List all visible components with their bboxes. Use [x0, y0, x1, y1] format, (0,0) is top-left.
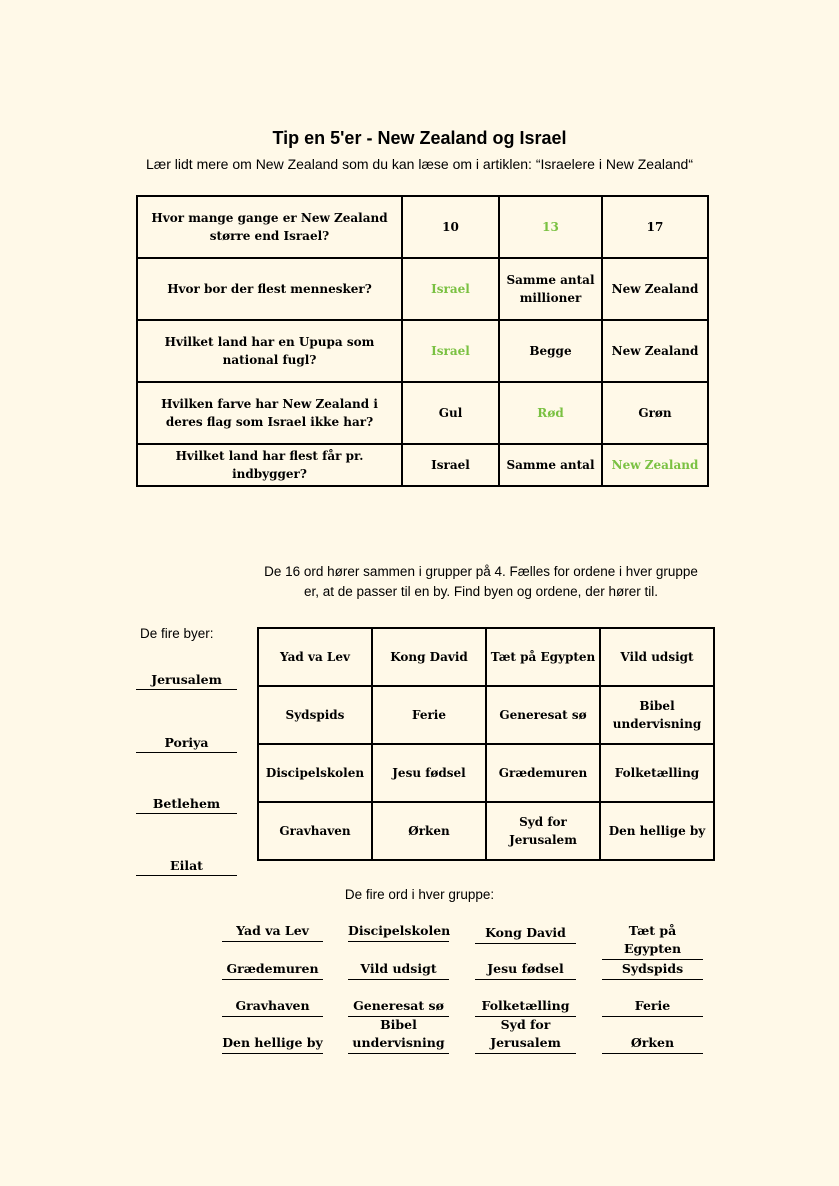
quiz-question: Hvor mange gange er New Zealand større end Israel?	[137, 196, 402, 258]
word-cell[interactable]: Ørken	[372, 802, 486, 860]
group-answer[interactable]: Generesat sø	[348, 997, 449, 1017]
quiz-option[interactable]: New Zealand	[602, 258, 708, 320]
word-grid-row	[258, 686, 714, 744]
city-answer[interactable]: Eilat	[136, 858, 237, 876]
quiz-option[interactable]: 13	[499, 196, 602, 258]
page-title: Tip en 5'er - New Zealand og Israel	[272, 128, 567, 148]
word-cell[interactable]: Yad va Lev	[258, 628, 372, 686]
group-answer[interactable]: Ferie	[602, 997, 703, 1017]
group-answer[interactable]: Kong David	[475, 924, 576, 944]
word-cell[interactable]: Generesat sø	[486, 686, 600, 744]
city-answer[interactable]: Jerusalem	[136, 672, 237, 690]
quiz-option[interactable]: Gul	[402, 382, 499, 444]
quiz-question: Hvilken farve har New Zealand i deres flag som Israel ikke har?	[137, 382, 402, 444]
puzzle-instructions: De 16 ord hører sammen i grupper på 4. Fælles for ordene i hver gruppe er, at de passer til en by. Find byen og ordene, der hører til.	[264, 564, 698, 599]
word-grid	[257, 627, 715, 861]
quiz-option[interactable]: New Zealand	[602, 320, 708, 382]
word-cell[interactable]: Folketælling	[600, 744, 714, 802]
groups-label: De fire ord i hver gruppe:	[344, 887, 495, 902]
quiz-row	[137, 196, 708, 258]
quiz-option[interactable]: Samme antal millioner	[499, 258, 602, 320]
group-answer[interactable]: Sydspids	[602, 960, 703, 980]
quiz-row	[137, 320, 708, 382]
quiz-option[interactable]: Samme antal	[499, 444, 602, 486]
quiz-row	[137, 382, 708, 444]
word-cell[interactable]: Den hellige by	[600, 802, 714, 860]
quiz-option[interactable]: Israel	[402, 258, 499, 320]
quiz-option[interactable]: Begge	[499, 320, 602, 382]
quiz-option[interactable]: 17	[602, 196, 708, 258]
group-answer[interactable]: Discipelskolen	[348, 922, 449, 942]
word-grid-row	[258, 628, 714, 686]
quiz-option[interactable]: Israel	[402, 444, 499, 486]
group-answer[interactable]: Ørken	[602, 1034, 703, 1054]
group-answer[interactable]: Den hellige by	[222, 1034, 323, 1054]
word-cell[interactable]: Bibel undervisning	[600, 686, 714, 744]
word-cell[interactable]: Jesu fødsel	[372, 744, 486, 802]
word-cell[interactable]: Grædemuren	[486, 744, 600, 802]
cities-label: De fire byer:	[140, 626, 214, 641]
group-answer[interactable]: Bibel undervisning	[348, 1016, 449, 1054]
quiz-question: Hvilket land har flest får pr. indbygger?	[137, 444, 402, 486]
word-cell[interactable]: Discipelskolen	[258, 744, 372, 802]
quiz-question: Hvor bor der flest mennesker?	[137, 258, 402, 320]
word-grid-row	[258, 744, 714, 802]
group-answer[interactable]: Gravhaven	[222, 997, 323, 1017]
quiz-row	[137, 444, 708, 486]
word-cell[interactable]: Kong David	[372, 628, 486, 686]
quiz-question: Hvilket land har en Upupa som national fugl?	[137, 320, 402, 382]
group-answer[interactable]: Syd for Jerusalem	[475, 1016, 576, 1054]
group-answer[interactable]: Jesu fødsel	[475, 960, 576, 980]
city-answer[interactable]: Poriya	[136, 735, 237, 753]
word-cell[interactable]: Sydspids	[258, 686, 372, 744]
quiz-option[interactable]: Rød	[499, 382, 602, 444]
word-grid-row	[258, 802, 714, 860]
word-cell[interactable]: Vild udsigt	[600, 628, 714, 686]
quiz-option[interactable]: Israel	[402, 320, 499, 382]
quiz-option[interactable]: 10	[402, 196, 499, 258]
group-answer[interactable]: Folketælling	[475, 997, 576, 1017]
page-subtitle: Lær lidt mere om New Zealand som du kan læse om i artiklen: “Israelere i New Zealand“	[146, 156, 693, 172]
city-answer[interactable]: Betlehem	[136, 796, 237, 814]
group-answer[interactable]: Grædemuren	[222, 960, 323, 980]
group-answer[interactable]: Tæt på Egypten	[602, 922, 703, 960]
group-answer[interactable]: Vild udsigt	[348, 960, 449, 980]
quiz-option[interactable]: Grøn	[602, 382, 708, 444]
quiz-table	[136, 195, 709, 487]
word-cell[interactable]: Syd for Jerusalem	[486, 802, 600, 860]
quiz-option[interactable]: New Zealand	[602, 444, 708, 486]
word-cell[interactable]: Ferie	[372, 686, 486, 744]
group-answer[interactable]: Yad va Lev	[222, 922, 323, 942]
word-cell[interactable]: Tæt på Egypten	[486, 628, 600, 686]
word-cell[interactable]: Gravhaven	[258, 802, 372, 860]
quiz-row	[137, 258, 708, 320]
